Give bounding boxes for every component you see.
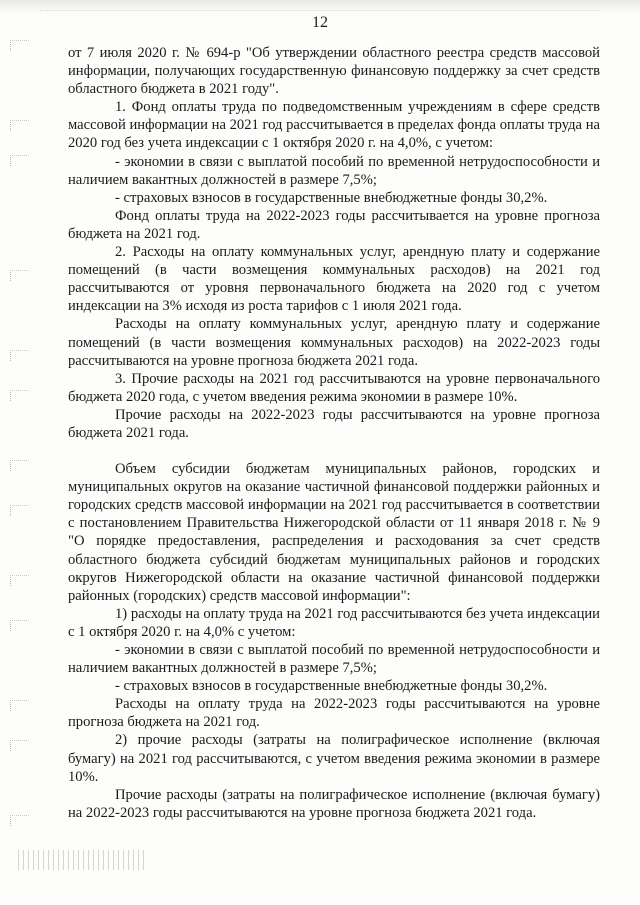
paragraph: - страховых взносов в государственные внебюджетные фонды 30,2%. bbox=[115, 678, 548, 695]
paragraph: - экономии в связи с выплатой пособий по временной нетрудоспособности и наличием вакантных должностей в размере 7,5%; bbox=[68, 153, 600, 188]
margin-mark bbox=[10, 740, 29, 751]
paragraph: - страховых взносов в государственные внебюджетные фонды 30,2%. bbox=[115, 189, 548, 206]
margin-mark bbox=[10, 620, 29, 631]
margin-mark bbox=[10, 505, 29, 516]
page-number: 12 bbox=[312, 14, 328, 31]
paragraph-gap bbox=[68, 442, 600, 460]
margin-mark bbox=[10, 270, 29, 281]
paragraph: 1. Фонд оплаты труда по подведомственным учреждениям в сфере средств массовой информации на 2021 год рассчитывается в пределах фонда оплаты труда на 2020 год без учета индексации с 1 октября 2020 г. на 4,0%, с учетом: bbox=[68, 99, 600, 152]
paragraph: Объем субсидии бюджетам муниципальных районов, городских и муниципальных округов на оказание частичной финансовой поддержки районных и городских средств массовой информации на 2021 год рассчитывается в соответствии с постановлением Правительства Нижегородской области от 11 января 2018 г. № 9 "О порядке предоставления, распределения и расходования за счет средств областного бюджета субсидий бюджетам муниципальных районов и городских округов Нижегородской области на оказание частичной финансовой поддержки районных (городских) средств массовой информации": bbox=[68, 461, 600, 604]
paragraph: Фонд оплаты труда на 2022-2023 годы рассчитывается на уровне прогноза бюджета на 2021 год. bbox=[68, 207, 600, 242]
document-body bbox=[68, 44, 600, 822]
paragraph: 1) расходы на оплату труда на 2021 год рассчитываются без учета индексации с 1 октября 2020 г. на 4,0% с учетом: bbox=[68, 605, 600, 640]
margin-mark bbox=[10, 390, 29, 401]
binding-margin bbox=[10, 0, 54, 905]
margin-mark bbox=[10, 350, 29, 361]
margin-mark bbox=[10, 120, 29, 131]
margin-mark bbox=[10, 700, 29, 711]
paragraph: Прочие расходы на 2022-2023 годы рассчитываются на уровне прогноза бюджета 2021 года. bbox=[68, 406, 600, 441]
margin-mark bbox=[10, 460, 29, 471]
scan-noise-top bbox=[40, 2, 600, 11]
margin-mark bbox=[10, 40, 29, 51]
paragraph: Прочие расходы (затраты на полиграфическое исполнение (включая бумагу) на 2022-2023 годы рассчитываются на уровне прогноза бюджета 2021 года. bbox=[68, 786, 600, 821]
scan-noise-bottom bbox=[18, 850, 148, 870]
paragraph: 3. Прочие расходы на 2021 год рассчитываются на уровне первоначального бюджета 2020 года, с учетом введения режима экономии в размере 10%. bbox=[68, 370, 600, 405]
paragraph: 2. Расходы на оплату коммунальных услуг, арендную плату и содержание помещений (в части возмещения коммунальных расходов) на 2021 год рассчитываются от уровня первоначального бюджета на 2020 год с учетом индексации на 3% исходя из роста тарифов с 1 июля 2021 года. bbox=[68, 244, 600, 315]
paragraph: Расходы на оплату труда на 2022-2023 годы рассчитываются на уровне прогноза бюджета на 2021 год. bbox=[68, 696, 600, 731]
paragraph: от 7 июля 2020 г. № 694-р "Об утверждении областного реестра средств массовой информации, получающих государственную финансовую поддержку за счет средств областного бюджета в 2021 году". bbox=[68, 45, 600, 98]
margin-mark bbox=[10, 575, 29, 586]
paragraph: Расходы на оплату коммунальных услуг, арендную плату и содержание помещений (в части возмещения коммунальных расходов) на 2022-2023 годы рассчитываются на уровне прогноза бюджета 2021 года. bbox=[68, 316, 600, 369]
margin-mark bbox=[10, 155, 29, 166]
paragraph: 2) прочие расходы (затраты на полиграфическое исполнение (включая бумагу) на 2021 год рассчитываются, с учетом введения режима экономии в размере 10%. bbox=[68, 732, 600, 785]
margin-mark bbox=[10, 815, 29, 826]
paragraph: - экономии в связи с выплатой пособий по временной нетрудоспособности и наличием вакантных должностей в размере 7,5%; bbox=[68, 642, 600, 677]
